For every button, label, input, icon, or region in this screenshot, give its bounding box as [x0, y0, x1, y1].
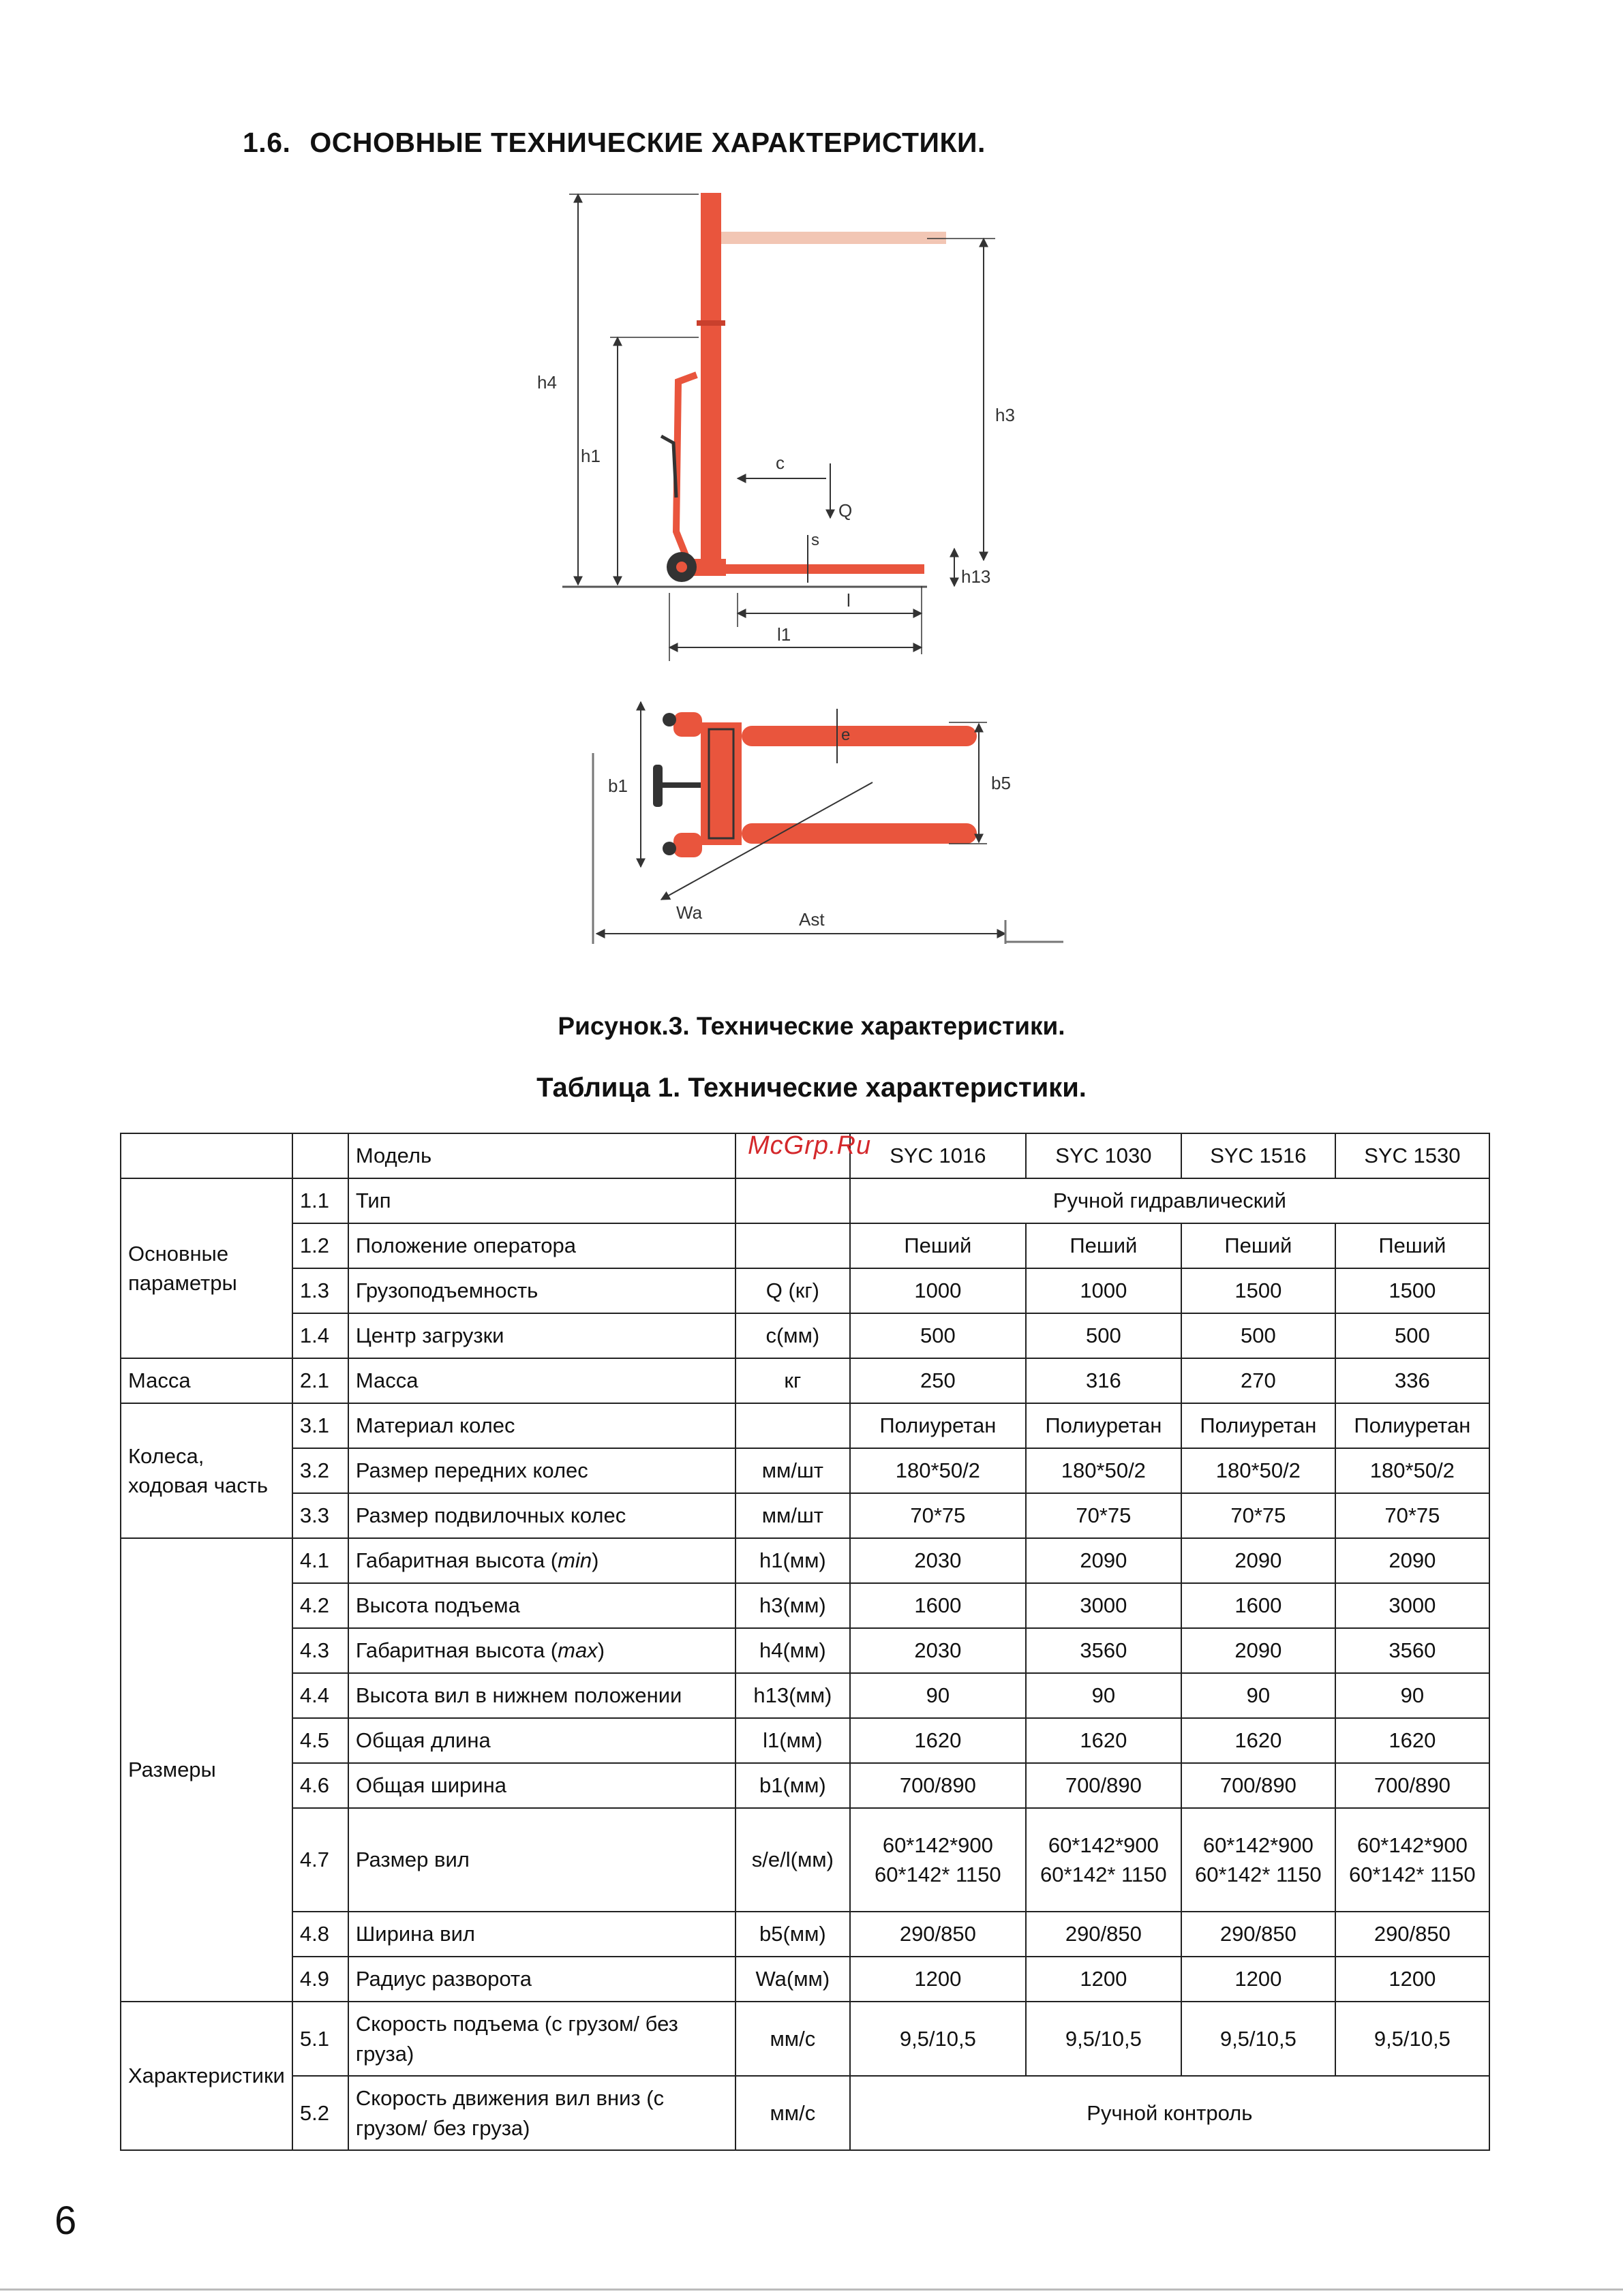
row-value: 500: [1181, 1313, 1335, 1358]
row-unit: s/e/l(мм): [735, 1808, 850, 1912]
row-param: Скорость движения вил вниз (с грузом/ без груза): [348, 2076, 735, 2150]
row-number: 4.2: [292, 1583, 348, 1628]
row-number: 1.4: [292, 1313, 348, 1358]
row-value: 2090: [1181, 1538, 1335, 1583]
label-b5: b5: [991, 773, 1011, 793]
row-param: Масса: [348, 1358, 735, 1403]
row-param: Положение оператора: [348, 1223, 735, 1268]
page-bottom-rule: [0, 2289, 1623, 2291]
fork-top: [742, 726, 977, 746]
row-value: 1200: [1026, 1957, 1181, 2002]
row-param: Центр загрузки: [348, 1313, 735, 1358]
row-value: 1000: [1026, 1268, 1181, 1313]
row-value: 180*50/2: [1026, 1448, 1181, 1493]
section-title: ОСНОВНЫЕ ТЕХНИЧЕСКИЕ ХАРАКТЕРИСТИКИ.: [309, 127, 986, 158]
row-number: 4.6: [292, 1763, 348, 1808]
table-row: [121, 1223, 1489, 1268]
row-value: 1620: [1026, 1718, 1181, 1763]
row-number: 4.7: [292, 1808, 348, 1912]
row-value: 1620: [850, 1718, 1026, 1763]
group-mass: Масса: [121, 1358, 292, 1403]
table-row: [121, 1403, 1489, 1448]
header-model: SYC 1030: [1026, 1133, 1181, 1178]
row-value: 290/850: [1335, 1912, 1489, 1957]
row-value: 3000: [1026, 1583, 1181, 1628]
row-number: 3.2: [292, 1448, 348, 1493]
spec-table: [120, 1133, 1490, 2151]
row-number: 4.1: [292, 1538, 348, 1583]
row-value: Полиуретан: [1026, 1403, 1181, 1448]
row-value: 9,5/10,5: [1026, 2002, 1181, 2076]
group-basic: Основные параметры: [121, 1178, 292, 1358]
row-value: 1000: [850, 1268, 1026, 1313]
row-value: Пеший: [1026, 1223, 1181, 1268]
row-value: 70*75: [1181, 1493, 1335, 1538]
row-unit: Q (кг): [735, 1268, 850, 1313]
row-value: 60*142*900 60*142* 1150: [1026, 1808, 1181, 1912]
row-number: 4.3: [292, 1628, 348, 1673]
row-value: 60*142*900 60*142* 1150: [850, 1808, 1026, 1912]
table-row: [121, 1178, 1489, 1223]
row-param-em: min: [558, 1548, 592, 1573]
row-value: 9,5/10,5: [1335, 2002, 1489, 2076]
row-unit: [735, 1403, 850, 1448]
row-value: Пеший: [850, 1223, 1026, 1268]
row-value: 60*142*900 60*142* 1150: [1181, 1808, 1335, 1912]
section-number: 1.6.: [243, 127, 291, 158]
row-param: Материал колес: [348, 1403, 735, 1448]
row-value: 1200: [850, 1957, 1026, 2002]
row-number: 5.2: [292, 2076, 348, 2150]
row-param-end: ): [592, 1548, 599, 1573]
table-row: [121, 1673, 1489, 1718]
row-value: 180*50/2: [850, 1448, 1026, 1493]
row-unit: h4(мм): [735, 1628, 850, 1673]
watermark: McGrp.Ru: [748, 1131, 872, 1160]
row-value: 180*50/2: [1335, 1448, 1489, 1493]
top-view: [593, 702, 1063, 944]
row-value: 1500: [1335, 1268, 1489, 1313]
row-value: 700/890: [1026, 1763, 1181, 1808]
row-number: 4.4: [292, 1673, 348, 1718]
row-number: 4.5: [292, 1718, 348, 1763]
label-h3: h3: [995, 405, 1015, 425]
row-value: 70*75: [850, 1493, 1026, 1538]
row-value: 250: [850, 1358, 1026, 1403]
table-caption: Таблица 1. Технические характеристики.: [536, 1073, 1087, 1103]
row-param: Ширина вил: [348, 1912, 735, 1957]
label-h1: h1: [581, 446, 601, 466]
row-value: 290/850: [1026, 1912, 1181, 1957]
row-unit: Wa(мм): [735, 1957, 850, 2002]
row-unit: мм/шт: [735, 1493, 850, 1538]
row-value: 1500: [1181, 1268, 1335, 1313]
row-value: Пеший: [1181, 1223, 1335, 1268]
row-unit: [735, 1223, 850, 1268]
row-value: Пеший: [1335, 1223, 1489, 1268]
table-row: [121, 1957, 1489, 2002]
page-number: 6: [55, 2199, 77, 2243]
row-unit: b5(мм): [735, 1912, 850, 1957]
table-cell-empty: [292, 1133, 348, 1178]
row-value: 1620: [1181, 1718, 1335, 1763]
row-value: 700/890: [850, 1763, 1026, 1808]
table-row: [121, 1583, 1489, 1628]
table-row: [121, 2002, 1489, 2076]
row-unit: c(мм): [735, 1313, 850, 1358]
row-param: Общая ширина: [348, 1763, 735, 1808]
row-param-em: max: [558, 1638, 598, 1663]
row-param: [348, 1538, 735, 1583]
row-value: 1200: [1335, 1957, 1489, 2002]
label-l: l: [847, 590, 851, 611]
row-unit: мм/с: [735, 2076, 850, 2150]
lower-fork: [721, 564, 924, 574]
row-value: 290/850: [1181, 1912, 1335, 1957]
table-row: [121, 1808, 1489, 1912]
row-value: 2090: [1335, 1538, 1489, 1583]
row-param: Общая длина: [348, 1718, 735, 1763]
row-value: 500: [1335, 1313, 1489, 1358]
header-model-label: Модель: [348, 1133, 735, 1178]
row-unit: мм/с: [735, 2002, 850, 2076]
group-sizes: Размеры: [121, 1538, 292, 2002]
label-q: Q: [838, 500, 853, 521]
row-number: 1.3: [292, 1268, 348, 1313]
handle: [676, 375, 697, 559]
row-value: 1600: [850, 1583, 1026, 1628]
table-row: [121, 1313, 1489, 1358]
table-row: [121, 1538, 1489, 1583]
header-model: SYC 1016: [850, 1133, 1026, 1178]
table-row: [121, 1268, 1489, 1313]
row-value: 90: [1181, 1673, 1335, 1718]
row-value: 2030: [850, 1628, 1026, 1673]
table-row: [121, 1718, 1489, 1763]
row-value: 180*50/2: [1181, 1448, 1335, 1493]
row-value: 90: [850, 1673, 1026, 1718]
table-row: [121, 1763, 1489, 1808]
label-e: e: [841, 726, 851, 744]
fork-bottom: [742, 823, 977, 844]
row-value: 70*75: [1026, 1493, 1181, 1538]
row-number: 3.3: [292, 1493, 348, 1538]
side-view: [537, 193, 1015, 661]
label-ast: Ast: [799, 909, 825, 930]
group-perf: Характеристики: [121, 2002, 292, 2150]
row-number: 1.1: [292, 1178, 348, 1223]
row-param: Высота вил в нижнем положении: [348, 1673, 735, 1718]
row-value: 70*75: [1335, 1493, 1489, 1538]
row-value: 3560: [1026, 1628, 1181, 1673]
row-value: 500: [1026, 1313, 1181, 1358]
row-value: 9,5/10,5: [1181, 2002, 1335, 2076]
header-model: SYC 1516: [1181, 1133, 1335, 1178]
table-cell-empty: [121, 1133, 292, 1178]
header-model: SYC 1530: [1335, 1133, 1489, 1178]
label-c: c: [776, 453, 785, 473]
chassis: [701, 722, 742, 845]
row-value: 1620: [1335, 1718, 1489, 1763]
row-value: 700/890: [1335, 1763, 1489, 1808]
row-number: 5.1: [292, 2002, 348, 2076]
row-unit: b1(мм): [735, 1763, 850, 1808]
row-value: Полиуретан: [1181, 1403, 1335, 1448]
row-value: 1200: [1181, 1957, 1335, 2002]
label-h4: h4: [537, 372, 557, 393]
row-param: Тип: [348, 1178, 735, 1223]
label-b1: b1: [608, 776, 628, 796]
row-unit: кг: [735, 1358, 850, 1403]
mast: [701, 193, 721, 571]
row-param-text: Габаритная высота (: [355, 1638, 558, 1663]
row-value: 90: [1026, 1673, 1181, 1718]
figure-caption: Рисунок.3. Технические характеристики.: [558, 1012, 1065, 1040]
row-value: 2030: [850, 1538, 1026, 1583]
label-s: s: [811, 531, 819, 549]
row-value: 3560: [1335, 1628, 1489, 1673]
row-value: 60*142*900 60*142* 1150: [1335, 1808, 1489, 1912]
row-value: 336: [1335, 1358, 1489, 1403]
stacker-diagram: [518, 177, 1118, 954]
row-param: Скорость подъема (с грузом/ без груза): [348, 2002, 735, 2076]
row-unit: l1(мм): [735, 1718, 850, 1763]
label-wa: Wa: [676, 902, 703, 923]
table-row: [121, 1358, 1489, 1403]
row-param: Размер подвилочных колес: [348, 1493, 735, 1538]
row-number: 2.1: [292, 1358, 348, 1403]
row-value: 500: [850, 1313, 1026, 1358]
section-heading: [243, 127, 986, 159]
row-unit: h13(мм): [735, 1673, 850, 1718]
row-number: 4.8: [292, 1912, 348, 1957]
table-row: [121, 2076, 1489, 2150]
row-unit: [735, 1178, 850, 1223]
table-row: [121, 1493, 1489, 1538]
row-unit: h3(мм): [735, 1583, 850, 1628]
row-value: 9,5/10,5: [850, 2002, 1026, 2076]
row-param-end: ): [597, 1638, 605, 1663]
row-span-value: Ручной контроль: [850, 2076, 1489, 2150]
row-span-value: Ручной гидравлический: [850, 1178, 1489, 1223]
row-number: 1.2: [292, 1223, 348, 1268]
row-value: 270: [1181, 1358, 1335, 1403]
row-value: 2090: [1181, 1628, 1335, 1673]
group-wheels: Колеса, ходовая часть: [121, 1403, 292, 1538]
row-param: Грузоподъемность: [348, 1268, 735, 1313]
row-value: 290/850: [850, 1912, 1026, 1957]
row-param: [348, 1628, 735, 1673]
row-value: 2090: [1026, 1538, 1181, 1583]
row-param: Высота подъема: [348, 1583, 735, 1628]
row-number: 3.1: [292, 1403, 348, 1448]
row-unit: мм/шт: [735, 1448, 850, 1493]
row-value: 316: [1026, 1358, 1181, 1403]
row-param-text: Габаритная высота (: [355, 1548, 558, 1573]
row-value: 90: [1335, 1673, 1489, 1718]
row-value: 1600: [1181, 1583, 1335, 1628]
row-unit: h1(мм): [735, 1538, 850, 1583]
table-row: [121, 1448, 1489, 1493]
row-param: Радиус разворота: [348, 1957, 735, 2002]
table-row: [121, 1628, 1489, 1673]
table-row: [121, 1912, 1489, 1957]
row-param: Размер вил: [348, 1808, 735, 1912]
label-l1: l1: [777, 624, 791, 645]
label-h13: h13: [961, 566, 991, 587]
row-value: Полиуретан: [850, 1403, 1026, 1448]
raised-fork: [721, 232, 946, 244]
row-value: Полиуретан: [1335, 1403, 1489, 1448]
row-value: 3000: [1335, 1583, 1489, 1628]
row-number: 4.9: [292, 1957, 348, 2002]
row-param: Размер передних колес: [348, 1448, 735, 1493]
row-value: 700/890: [1181, 1763, 1335, 1808]
